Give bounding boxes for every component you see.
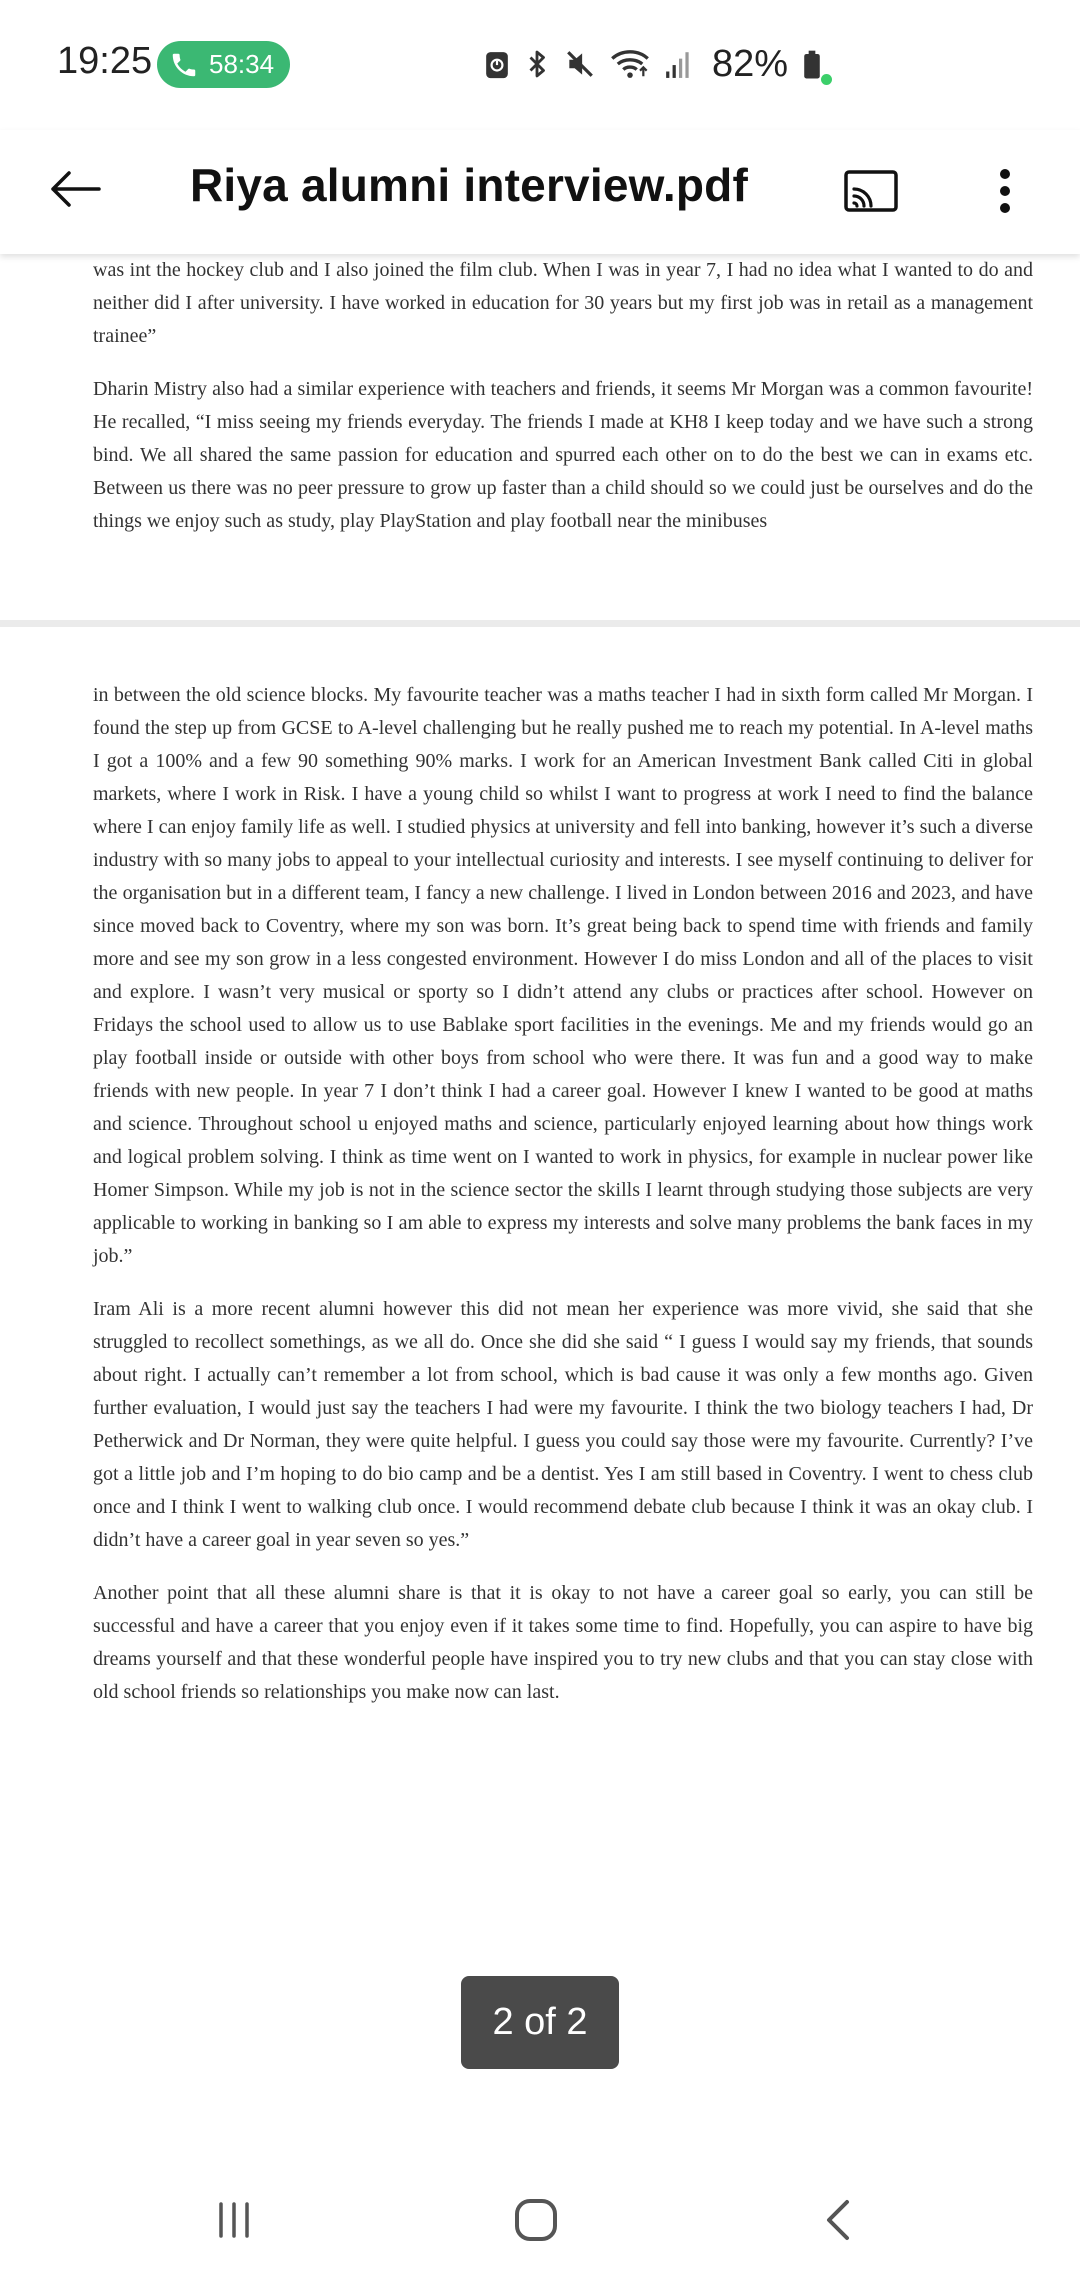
page-2-text	[93, 679, 1033, 1729]
system-nav-bar	[0, 2160, 1080, 2281]
cast-button[interactable]	[836, 156, 906, 226]
nav-back-button[interactable]	[798, 2180, 878, 2260]
back-button[interactable]	[40, 154, 110, 224]
signal-icon	[664, 46, 694, 82]
pdf-page-2[interactable]	[0, 627, 1080, 1967]
data-saver-icon	[484, 46, 510, 82]
paragraph: Dharin Mistry also had a similar experience with teachers and friends, it seems Mr Morgan was a common favourite! He recalled, “I miss seeing my friends everyday. The friends I made at KH8 I keep today and we have such a strong bind. We all shared the same passion for education and spurred each other on to do the best we can in exams etc. Between us there was no peer pressure to grow up faster than a child should so we could just be ourselves and do the things we enjoy such as study, play PlayStation and play football near the minibuses	[93, 378, 1033, 532]
page-indicator: 2 of 2	[461, 1976, 619, 2069]
ongoing-call-chip[interactable]	[157, 41, 290, 88]
mute-icon	[564, 46, 596, 82]
document-title: Riya alumni interview.pdf	[190, 159, 748, 211]
status-bar	[0, 0, 1080, 130]
battery-percentage: 82%	[712, 42, 789, 85]
back-arrow-icon	[49, 169, 101, 209]
phone-icon	[169, 50, 199, 80]
app-bar	[0, 130, 1080, 254]
more-vertical-icon	[998, 168, 1012, 214]
home-icon	[513, 2197, 559, 2243]
paragraph: was int the hockey club and I also joined the film club. When I was in year 7, I had no idea what I wanted to do and neither did I after university. I have worked in education for 30 years but my first job was in retail as a management trainee”	[93, 259, 1033, 347]
paragraph: in between the old science blocks. My favourite teacher was a maths teacher I had in sixth form called Mr Morgan. I found the step up from GCSE to A-level challenging but he really pushed me to reach my potential. In A-level maths I got a 100% and a few 90 something 90% marks. I work for an American Investment Bank called Citi in global markets, where I work in Risk. I have a young child so whilst I want to progress at work I need to find the balance where I can enjoy family life as well. I studied physics at university and fell into banking, however it’s such a diverse industry with so many jobs to appeal to your intellectual curiosity and interests. I see myself continuing to deliver for the organisation but in a different team, I fancy a new challenge. I lived in London between 2016 and 2023, and have since moved back to Coventry, where my son was born. It’s great being back to spend time with friends and family more and see my son grow in a less congested environment. However I do miss London and all of the places to visit and explore. I wasn’t very musical or sporty so I didn’t attend any clubs or practices after school. However on Fridays the school used to allow us to use Bablake sport facilities in the evenings. Me and my friends would go an play football inside or outside with other boys from school who were there. It was fun and a good way to make friends with new people. In year 7 I don’t think I had a career goal. However I knew I wanted to be good at maths and science. Throughout school u enjoyed maths and science, particularly enjoyed learning about how things work and logical problem solving. I think as time went on I wanted to work in physics, for example in nuclear power like Homer Simpson. While my job is not in the science sector the skills I learnt through studying those subjects are very applicable to working in banking so I am able to express my interests and solve many problems the bank faces in my job.”	[93, 684, 1033, 1267]
home-button[interactable]	[496, 2180, 576, 2260]
page-1-text	[93, 254, 1033, 558]
more-options-button[interactable]	[975, 156, 1035, 226]
status-time: 19:25	[57, 40, 153, 82]
cast-icon	[843, 169, 899, 213]
paragraph: Another point that all these alumni share is that it is okay to not have a career goal so early, you can still be successful and have a career that you enjoy even if it takes some time to find. Hopefully, you can aspire to have big dreams yourself and that these wonderful people have inspired you to try new clubs and that you can stay close with old school friends so relationships you make now can last.	[93, 1582, 1033, 1703]
battery-icon	[802, 46, 822, 82]
back-icon	[823, 2198, 853, 2242]
recent-apps-icon	[214, 2200, 254, 2240]
bluetooth-icon	[524, 46, 550, 82]
status-icons	[484, 44, 822, 84]
call-duration: 58:34	[209, 49, 275, 79]
privacy-indicator-dot	[821, 74, 832, 85]
wifi-icon	[610, 46, 650, 82]
paragraph: Iram Ali is a more recent alumni however this did not mean her experience was more vivid, she said that she struggled to recollect somethings, as we all do. Once she did she said “ I guess I would say my friends, that sounds about right. I actually can’t remember a lot from school, which is bad cause it was only a few months ago. Given further evaluation, I would just say the teachers I had were my favourite. I think the two biology teachers I had, Dr Petherwick and Dr Norman, they were quite helpful. I guess you could say those were my favourite. Currently? I’ve got a little job and I’m hoping to do bio camp and be a dentist. Yes I am still based in Coventry. I went to chess club once and I think I went to walking club once. I would recommend debate club because I think it was an okay club. I didn’t have a career goal in year seven so yes.”	[93, 1298, 1033, 1551]
recent-apps-button[interactable]	[194, 2180, 274, 2260]
pdf-page-1[interactable]	[0, 254, 1080, 620]
page-separator	[0, 620, 1080, 627]
